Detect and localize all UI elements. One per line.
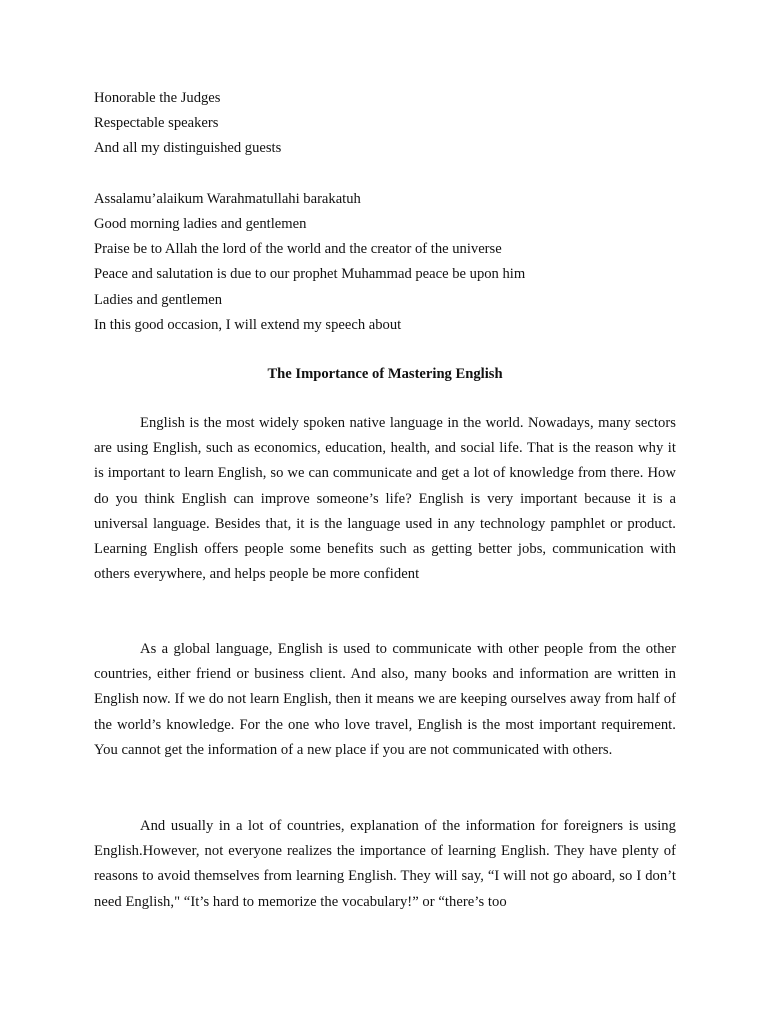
body-paragraph: As a global language, English is used to communicate with other people from the other countries, either friend or business client. And also, many books and information are written in English now. If we do not learn English, then it means we are keeping ourselves away from half of the world’s knowledge. For the one who love travel, English is the most important requirement. You cannot get the information of a new place if you are not communicated with others. <box>94 641 676 758</box>
speech-title: The Importance of Mastering English <box>267 366 503 382</box>
body-paragraph: And usually in a lot of countries, explanation of the information for foreigners is using English.However, not everyone realizes the importance of learning English. They have plenty of reasons to avoid themselves from learning English. They will say, “I will not go aboard, so I don’t need English," “It’s hard to memorize the vocabulary!” or “there’s too <box>94 818 676 910</box>
opening-line: Assalamu’alaikum Warahmatullahi barakatuh <box>94 190 361 207</box>
greeting-line: And all my distinguished guests <box>94 140 282 157</box>
speech-opening <box>94 86 694 338</box>
opening-line: In this good occasion, I will extend my speech about <box>94 316 402 333</box>
body-paragraph: English is the most widely spoken native language in the world. Nowadays, many sectors are using English, such as economics, education, health, and social life. That is the reason why it is important to learn English, so we can communicate and get a lot of knowledge from there. How do you think English can improve someone’s life? English is very important because it is a universal language. Besides that, it is the language used in any technology pamphlet or product. Learning English offers people some benefits such as getting better jobs, communication with others everywhere, and helps people be more confident <box>94 415 676 583</box>
greeting-line: Respectable speakers <box>94 115 219 132</box>
blank-line <box>94 162 694 187</box>
greeting-line: Honorable the Judges <box>94 90 221 106</box>
opening-line: Good morning ladies and gentlemen <box>94 215 307 232</box>
opening-line: Ladies and gentlemen <box>94 291 223 308</box>
opening-line: Peace and salutation is due to our prophet Muhammad peace be upon him <box>94 266 526 283</box>
opening-line: Praise be to Allah the lord of the world and the creator of the universe <box>94 241 502 258</box>
